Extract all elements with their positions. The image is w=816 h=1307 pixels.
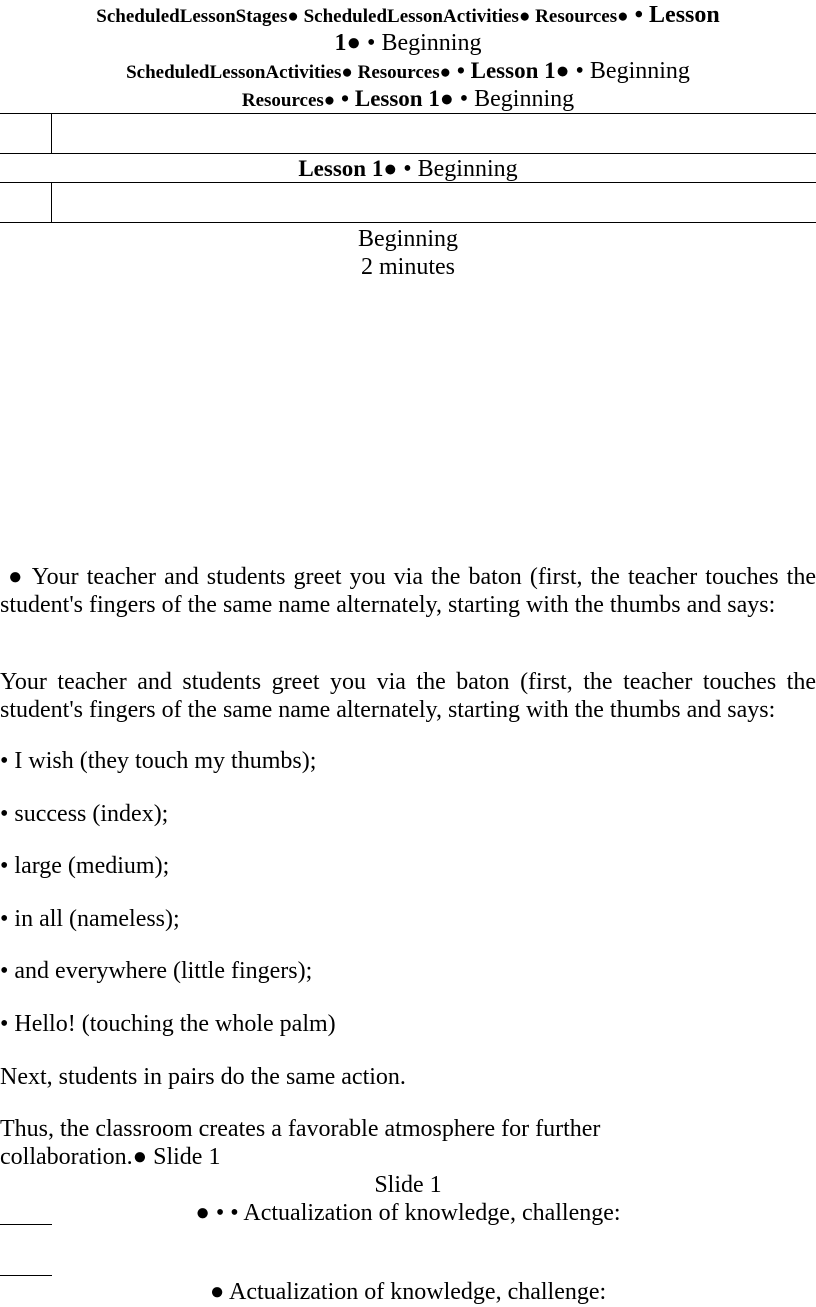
table-rule — [0, 182, 816, 183]
conclusion-slide-ref: ● Slide 1 — [132, 1144, 221, 1170]
header-line-1-big: • Lesson — [628, 2, 720, 28]
header-line-1-small: ScheduledLessonStages● ScheduledLessonActivities● Resources● — [96, 6, 629, 27]
table-heading-plain: • Beginning — [397, 156, 518, 182]
table-heading-bold: Lesson 1● — [298, 156, 398, 181]
header-line-3-bold: • Lesson 1● — [451, 58, 570, 83]
table-rule — [0, 153, 816, 154]
header-line-4-bold: • Lesson 1● — [335, 86, 454, 111]
greeting-intro: Your teacher and students greet you via the baton (first, the teacher touches the student's fingers of the same name alternately, starting with the thumbs and says: — [0, 669, 816, 723]
header-line-3-plain: • Beginning — [569, 58, 690, 84]
header-line-4-plain: • Beginning — [453, 86, 575, 112]
table-col-divider — [51, 182, 52, 222]
conclusion-text: collaboration. — [0, 1144, 133, 1170]
header-line-4-small: Resources● — [241, 90, 336, 111]
header-line-4 — [0, 86, 816, 113]
header-line-3-small: ScheduledLessonActivities● Resources● — [126, 62, 452, 83]
conclusion-line-2 — [0, 1144, 816, 1171]
header-line-2-plain: • Beginning — [361, 30, 482, 56]
stage-duration: 2 minutes — [361, 254, 455, 280]
header-line-2-bold: 1● — [334, 30, 362, 56]
stage-title: Beginning — [358, 226, 458, 252]
greeting-summary — [0, 563, 816, 619]
list-item: • Hello! (touching the whole palm) — [0, 1011, 336, 1037]
table-rule — [0, 222, 816, 223]
list-item: • success (index); — [0, 801, 169, 827]
list-item: • and everywhere (little fingers); — [0, 958, 313, 984]
actualization-heading: ● Actualization of knowledge, challenge: — [209, 1279, 607, 1305]
list-item: • I wish (they touch my thumbs); — [0, 748, 317, 774]
short-divider — [0, 1224, 52, 1225]
conclusion-line-1: Thus, the classroom creates a favorable atmosphere for further — [0, 1116, 601, 1142]
table-rule — [0, 113, 816, 114]
greeting-summary-text: ● Your teacher and students greet you via the baton (first, the teacher touches the student's fingers of the same name alternately, starting with the thumbs and says: — [0, 564, 816, 618]
slide-label: Slide 1 — [374, 1172, 442, 1198]
list-item: • in all (nameless); — [0, 906, 180, 932]
header-line-2 — [0, 30, 816, 57]
header-line-3 — [0, 58, 816, 85]
table-heading — [0, 156, 816, 183]
table-col-divider — [51, 113, 52, 153]
short-divider — [0, 1275, 52, 1276]
next-step-text: Next, students in pairs do the same action. — [0, 1064, 406, 1090]
actualization-line: ● • • Actualization of knowledge, challenge: — [195, 1200, 621, 1226]
header-line-1 — [0, 2, 816, 29]
list-item: • large (medium); — [0, 853, 170, 879]
